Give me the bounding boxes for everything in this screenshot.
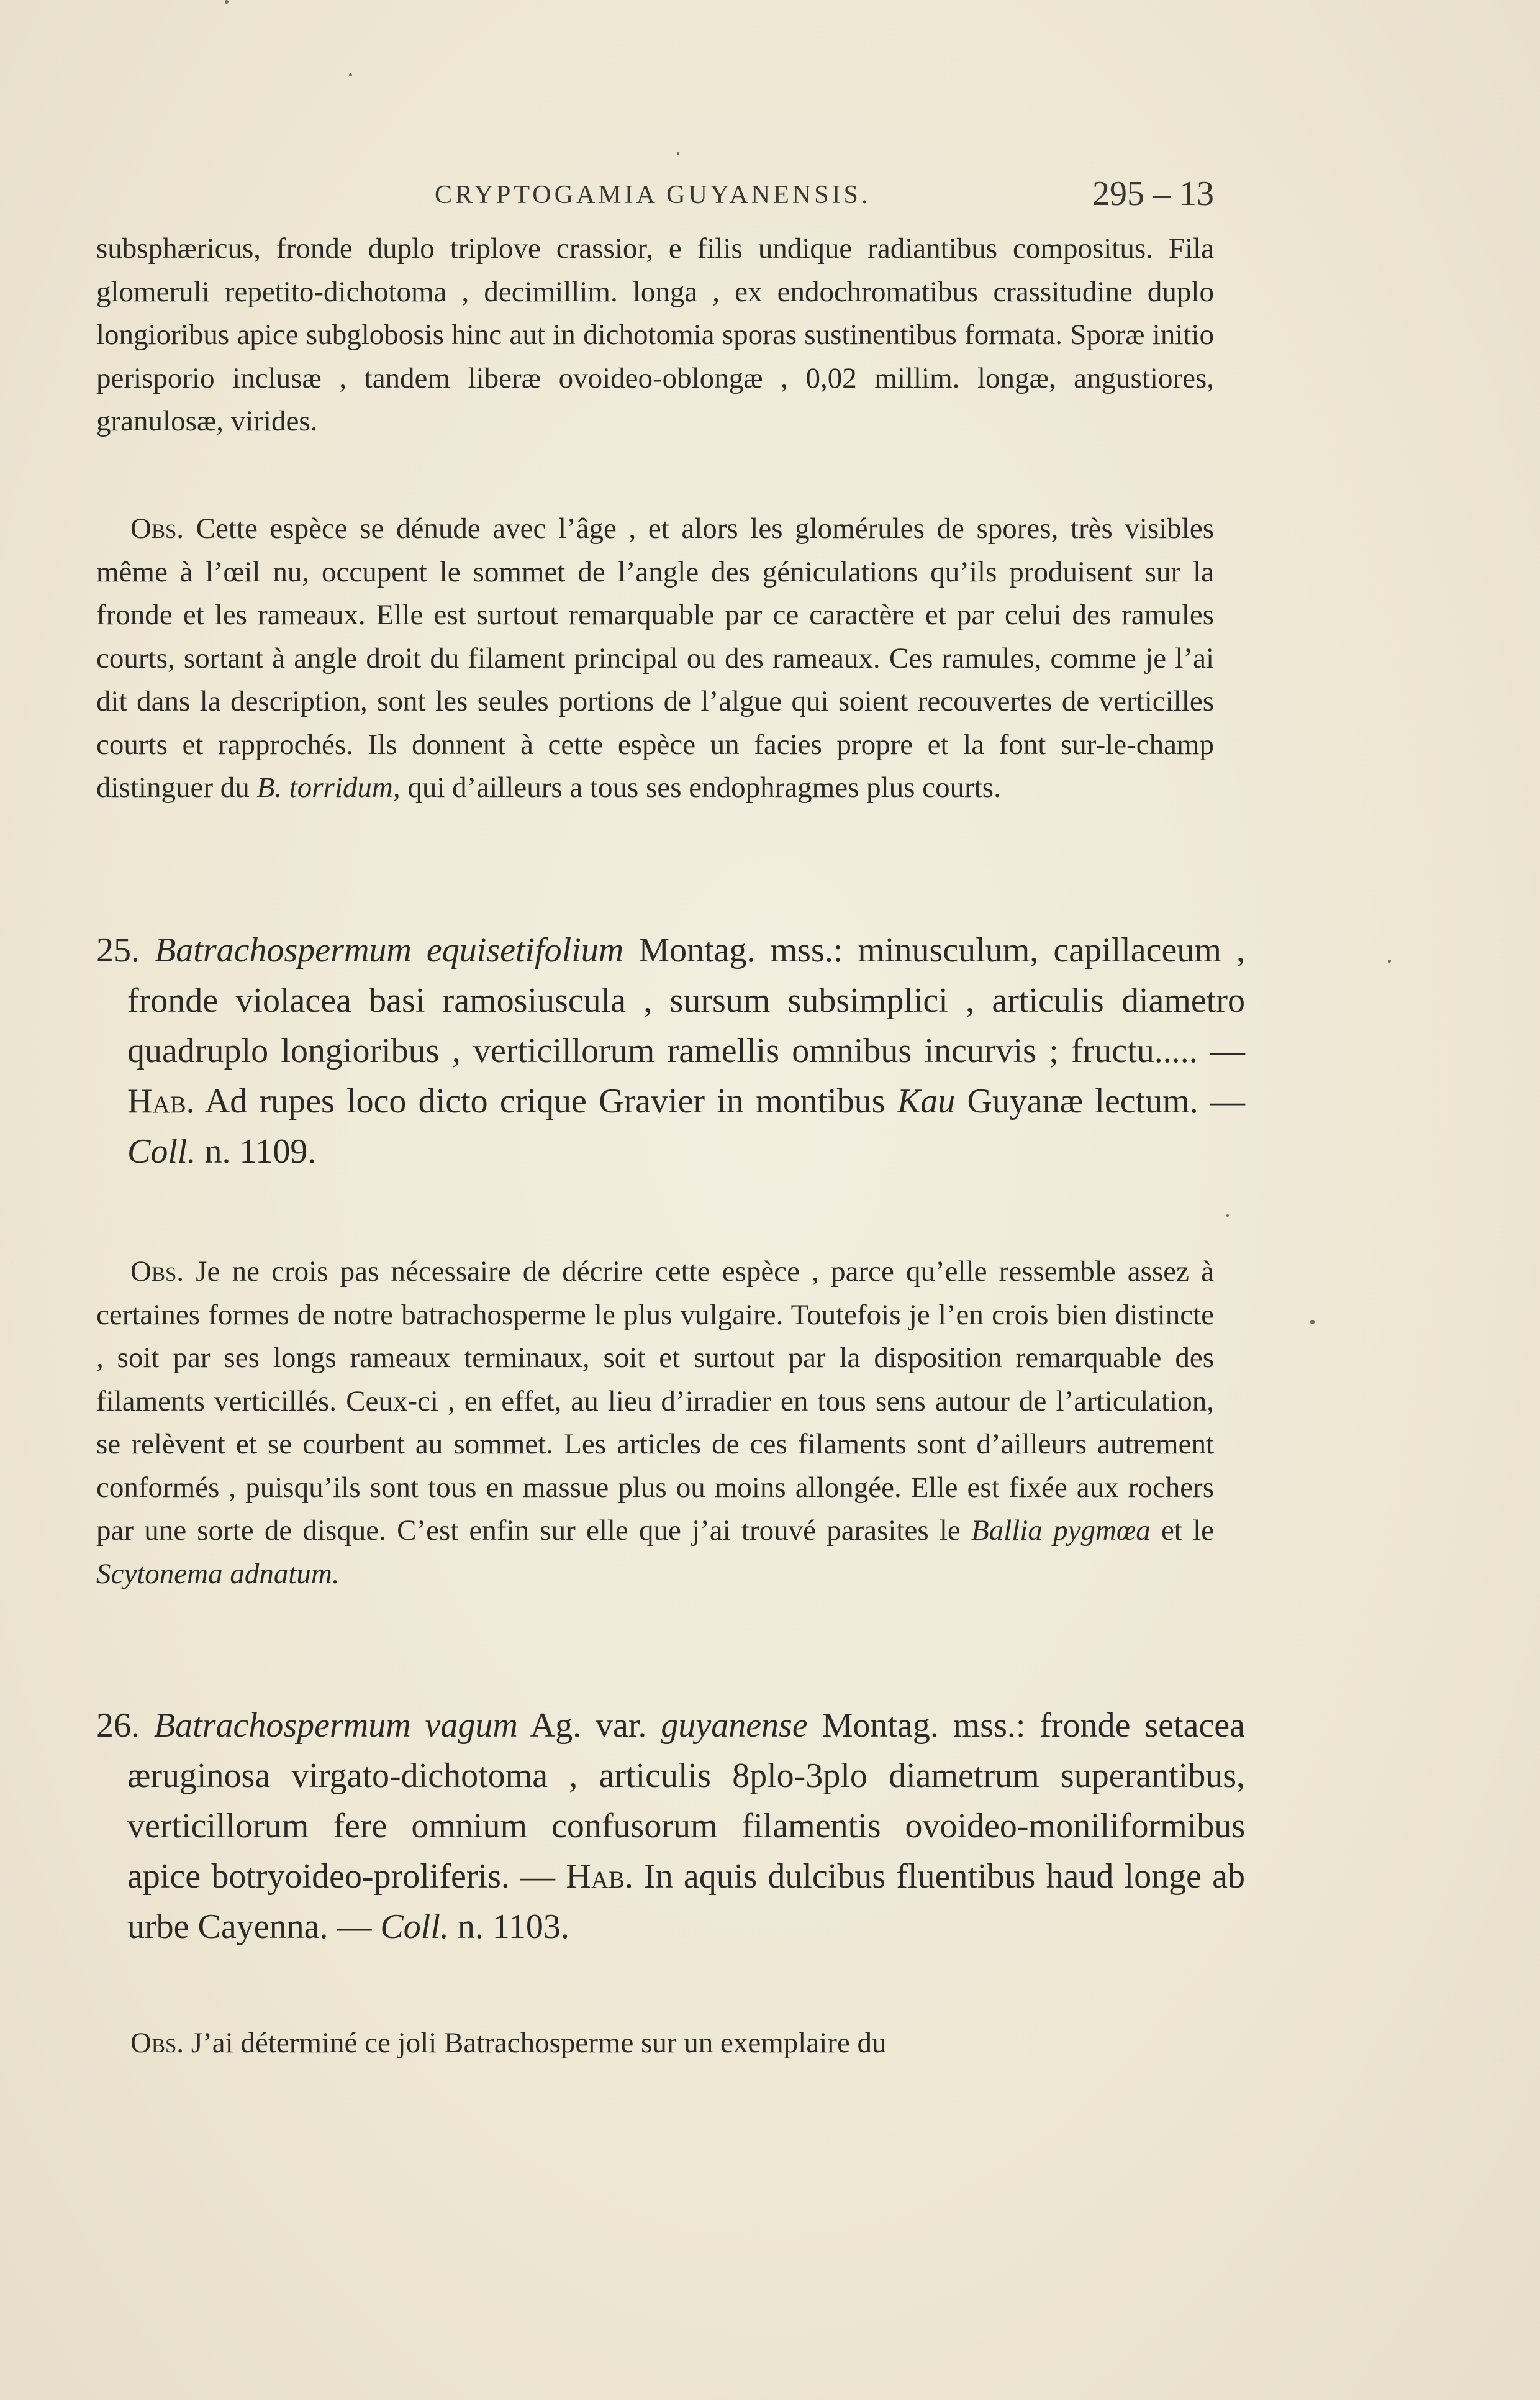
obs1-text-b: qui d’ailleurs a tous ses endophragmes plus courts. <box>400 771 1001 804</box>
paper-speck <box>1310 1320 1315 1324</box>
entry26-paragraph <box>96 1701 1246 1952</box>
entry26-text-d: n. 1103. <box>448 1907 569 1946</box>
obs1-text-a: Cette espèce se dénude avec l’âge , et alors les glomérules de spores, très visibles même à l’œil nu, occupent le sommet de l’angle des géniculations qu’ils produisent sur la fronde et les rameaux. Elle est surtout remarquable par ce caractère et par celui des ramules courts, sortant à angle droit du filament principal ou des rameaux. Ces ramules, comme je l’ai dit dans la description, sont les seules portions de l’algue qui soient recouvertes de verticilles courts et rapprochés. Ils donnent à cette espèce un facies propre et la font sur-le-champ distinguer du <box>96 512 1214 804</box>
obs3-text: J’ai déterminé ce joli Batrachosperme sur un exemplaire du <box>184 2027 887 2059</box>
obs3-label: Obs. <box>130 2027 184 2059</box>
entry26-text-b: Montag. mss.: fronde setacea æruginosa virgato-dichotoma , articulis 8plo-3plo diametrum superantibus, verticillorum fere omnium confusorum filamentis ovoideo-moniliformibus apice botryoideo-proliferis. — <box>127 1706 1246 1896</box>
paper-speck <box>225 0 229 4</box>
entry26-text-a: Ag. var. <box>517 1706 661 1745</box>
entry26-coll-label: Coll. <box>380 1907 449 1946</box>
obs3-paragraph <box>96 2022 1214 2065</box>
entry25-text-b: Ad rupes loco dicto crique Gravier in montibus <box>194 1082 897 1120</box>
entry25-text-c: Guyanæ lectum. — <box>955 1082 1245 1120</box>
entry25-text-d: n. 1109. <box>196 1132 317 1171</box>
entry26-species-name: Batrachospermum vagum <box>153 1706 518 1745</box>
entry25-text-a: Montag. mss.: minusculum, capillaceum , fronde violacea basi ramosiuscula , sursum subsimplici , articulis diametro quadruplo longioribus , verticillorum ramellis omnibus incurvis ; fructu..... — <box>127 931 1245 1070</box>
obs1-label: Obs. <box>130 512 184 545</box>
obs2-species-ref-b: Scytonema adnatum. <box>96 1557 340 1590</box>
page-header <box>96 174 1214 224</box>
obs2-species-ref-a: Ballia pygmœa <box>971 1514 1151 1547</box>
observation-3 <box>96 2022 1214 2065</box>
obs1-species-ref: B. torridum, <box>256 771 401 804</box>
entry25-hab-label: Hab. <box>127 1082 195 1120</box>
paper-speck <box>1226 1214 1229 1217</box>
obs2-text-b: et le <box>1150 1514 1214 1547</box>
entry25-coll-label: Coll. <box>127 1132 196 1171</box>
entry25-paragraph <box>96 925 1245 1177</box>
species-entry-25 <box>96 925 1245 1177</box>
entry25-number: 25. <box>96 931 155 970</box>
entry26-hab-label: Hab. <box>566 1857 633 1896</box>
entry25-species-name: Batrachospermum equisetifolium <box>155 931 624 970</box>
paper-speck <box>1388 960 1391 963</box>
observation-1 <box>96 507 1214 810</box>
obs2-paragraph <box>96 1250 1214 1596</box>
observation-2 <box>96 1250 1214 1596</box>
obs2-label: Obs. <box>130 1255 184 1288</box>
entry26-variety: guyanense <box>661 1706 808 1745</box>
paper-speck <box>349 73 352 76</box>
entry26-number: 26. <box>96 1706 154 1745</box>
description-continuation <box>96 227 1214 443</box>
obs2-text-a: Je ne crois pas nécessaire de décrire cette espèce , parce qu’elle ressemble assez à certaines formes de notre batrachosperme le plus vulgaire. Toutefois je l’en crois bien distincte , soit par ses longs rameaux terminaux, soit et surtout par la disposition remarquable des filaments verticillés. Ceux-ci , en effet, au lieu d’irradier en tous sens autour de l’articulation, se relèvent et se courbent au sommet. Les articles de ces filaments sont d’ailleurs autrement conformés , puisqu’ils sont tous en massue plus ou moins allongée. Elle est fixée aux rochers par une sorte de disque. C’est enfin sur elle que j’ai trouvé parasites le <box>96 1255 1214 1547</box>
obs1-paragraph <box>96 507 1214 810</box>
intro-paragraph: subsphæricus, fronde duplo triplove crassior, e filis undique radiantibus compositus. Fila glomeruli repetito-dichotoma , decimillim. longa , ex endochromatibus crassitudine duplo longioribus apice subglobosis hinc aut in dichotomia sporas sustinentibus formata. Sporæ initio perisporio inclusæ , tandem liberæ ovoideo-oblongæ , 0,02 millim. longæ, angustiores, granulosæ, virides. <box>96 232 1214 437</box>
entry25-place: Kau <box>897 1082 956 1120</box>
running-title: CRYPTOGAMIA GUYANENSIS. <box>435 181 871 209</box>
species-entry-26 <box>96 1701 1245 1952</box>
page-number: 295 – 13 <box>1092 175 1214 213</box>
paper-speck <box>677 152 679 155</box>
entry26-text-c: In aquis dulcibus fluentibus haud longe ab urbe Cayenna. — <box>127 1857 1245 1946</box>
